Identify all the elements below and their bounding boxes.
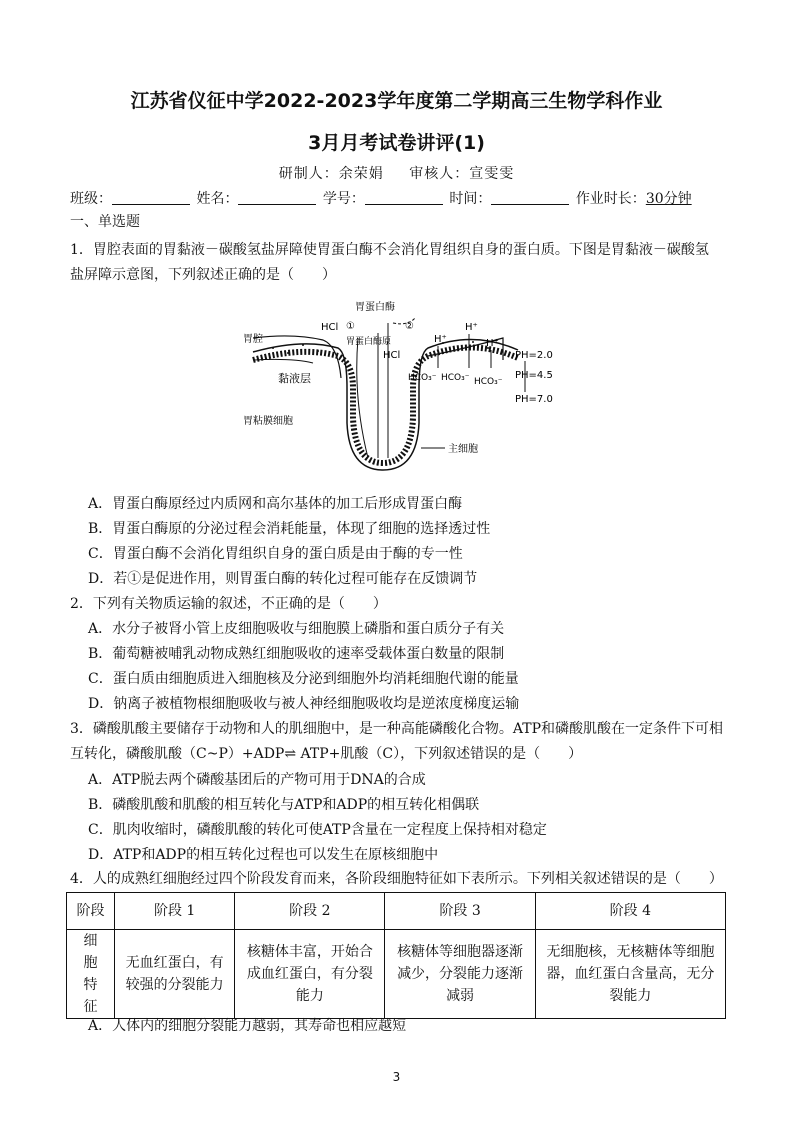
duration-value: 30分钟 (645, 191, 692, 207)
q1-stem-line1: 1．胃腔表面的胃黏液－碳酸氢盐屏障使胃蛋白酶不会消化胃组织自身的蛋白质。下图是胃黏液－碳酸氢 (70, 242, 709, 258)
time-blank[interactable] (491, 190, 569, 205)
label-hco3-3: HCO₃⁻ (474, 377, 503, 387)
time-label: 时间： (449, 191, 492, 207)
label-ph1: PH=2.0 (515, 350, 553, 361)
name-blank[interactable] (238, 190, 316, 205)
q2-option-b: B．葡萄糖被哺乳动物成熟红细胞吸收的速率受载体蛋白数量的限制 (88, 646, 505, 662)
table-cell: 核糖体丰富，开始合成血红蛋白，有分裂能力 (235, 930, 385, 1019)
number-label: 学号： (322, 191, 365, 207)
stage-table (66, 892, 726, 1019)
label-circle2: ② (405, 321, 414, 332)
label-h2: H⁺ (465, 322, 478, 333)
authors-line (0, 163, 793, 183)
label-chief-cell: 主细胞 (448, 444, 478, 455)
table-row (67, 930, 726, 1019)
label-circle1: ① (346, 321, 355, 332)
class-blank[interactable] (112, 190, 190, 205)
q4-option-a: A．人体内的细胞分裂能力越弱，其寿命也相应越短 (88, 1018, 407, 1034)
label-ph2: PH=4.5 (515, 370, 553, 381)
table-header-row (67, 893, 726, 930)
author-maker: 研制人：余荣娟 (278, 166, 384, 182)
document-title: 江苏省仪征中学2022-2023学年度第二学期高三生物学科作业 (130, 90, 663, 112)
document-subtitle: 3月月考试卷讲评(1) (308, 132, 485, 154)
q2-option-d: D．钠离子被植物根细胞吸收与被人神经细胞吸收均是逆浓度梯度运输 (88, 696, 520, 712)
q1-option-d: D．若①是促进作用，则胃蛋白酶的转化过程可能存在反馈调节 (88, 571, 478, 587)
q1-option-c: C．胃蛋白酶不会消化胃组织自身的蛋白质是由于酶的专一性 (88, 546, 463, 562)
q3-stem-line1: 3．磷酸肌酸主要储存于动物和人的肌细胞中，是一种高能磷酸化合物。ATP和磷酸肌酸在一定条件下可相 (70, 721, 724, 737)
duration-label: 作业时长： (575, 191, 646, 207)
q4-stem: 4．人的成熟红细胞经过四个阶段发育而来，各阶段细胞特征如下表所示。下列相关叙述错误的是（ ） (70, 871, 723, 887)
q3-option-d: D．ATP和ADP的相互转化过程也可以发生在原核细胞中 (88, 847, 439, 863)
q1-option-b: B．胃蛋白酶原的分泌过程会消耗能量，体现了细胞的选择透过性 (88, 521, 491, 537)
table-header-cell: 阶段 1 (115, 893, 235, 930)
number-blank[interactable] (365, 190, 443, 205)
mucosa-layer (253, 347, 518, 463)
label-mucus: 黏液层 (278, 372, 311, 385)
page-number: 3 (392, 1070, 401, 1084)
q3-stem-line2: 互转化，磷酸肌酸（C~P）+ADP⇌ ATP+肌酸（C），下列叙述错误的是（ ） (70, 746, 583, 762)
q3-option-a: A．ATP脱去两个磷酸基团后的产物可用于DNA的合成 (88, 772, 426, 788)
class-label: 班级： (70, 191, 112, 207)
label-h1: H⁺ (434, 334, 447, 345)
label-mucosa: 胃粘膜细胞 (243, 416, 293, 427)
label-lumen: 胃腔 (243, 334, 263, 345)
table-cell: 无血红蛋白，有较强的分裂能力 (115, 930, 235, 1019)
q2-option-a: A．水分子被肾小管上皮细胞吸收与细胞膜上磷脂和蛋白质分子有关 (88, 621, 505, 637)
row-label: 细胞特征 (67, 930, 115, 1019)
author-reviewer: 审核人：宣雯雯 (409, 166, 515, 182)
q3-option-b: B．磷酸肌酸和肌酸的相互转化与ATP和ADP的相互转化相偶联 (88, 797, 480, 813)
q1-option-a: A．胃蛋白酶原经过内质网和高尔基体的加工后形成胃蛋白酶 (88, 496, 463, 512)
label-hcl-left: HCl (321, 322, 339, 333)
table-header-cell: 阶段 4 (535, 893, 725, 930)
label-hco3-2: HCO₃⁻ (441, 373, 470, 383)
label-pepsinogen: 胃蛋白酶原 (346, 337, 392, 347)
q2-stem: 2．下列有关物质运输的叙述，不正确的是（ ） (70, 596, 387, 612)
table-cell: 核糖体等细胞器逐渐减少，分裂能力逐渐减弱 (385, 930, 535, 1019)
q3-option-c: C．肌肉收缩时，磷酸肌酸的转化可使ATP含量在一定程度上保持相对稳定 (88, 822, 547, 838)
label-pepsin: 胃蛋白酶 (355, 302, 395, 313)
label-h3: H⁺ (486, 338, 499, 349)
label-hcl-mid: HCl (383, 350, 401, 361)
gastric-barrier-diagram (243, 298, 563, 478)
student-info-line (70, 188, 720, 208)
label-ph3: PH=7.0 (515, 394, 553, 405)
q2-option-c: C．蛋白质由细胞质进入细胞核及分泌到细胞外均消耗细胞代谢的能量 (88, 671, 519, 687)
label-hco3-1: HCO₃⁻ (408, 373, 437, 383)
q1-stem-line2: 盐屏障示意图，下列叙述正确的是（ ） (70, 267, 336, 283)
table-header-cell: 阶段 3 (385, 893, 535, 930)
section-heading: 一、单选题 (70, 214, 140, 230)
table-cell: 无细胞核，无核糖体等细胞器，血红蛋白含量高，无分裂能力 (535, 930, 725, 1019)
name-label: 姓名： (196, 191, 239, 207)
table-header-cell: 阶段 (67, 893, 115, 930)
table-header-cell: 阶段 2 (235, 893, 385, 930)
